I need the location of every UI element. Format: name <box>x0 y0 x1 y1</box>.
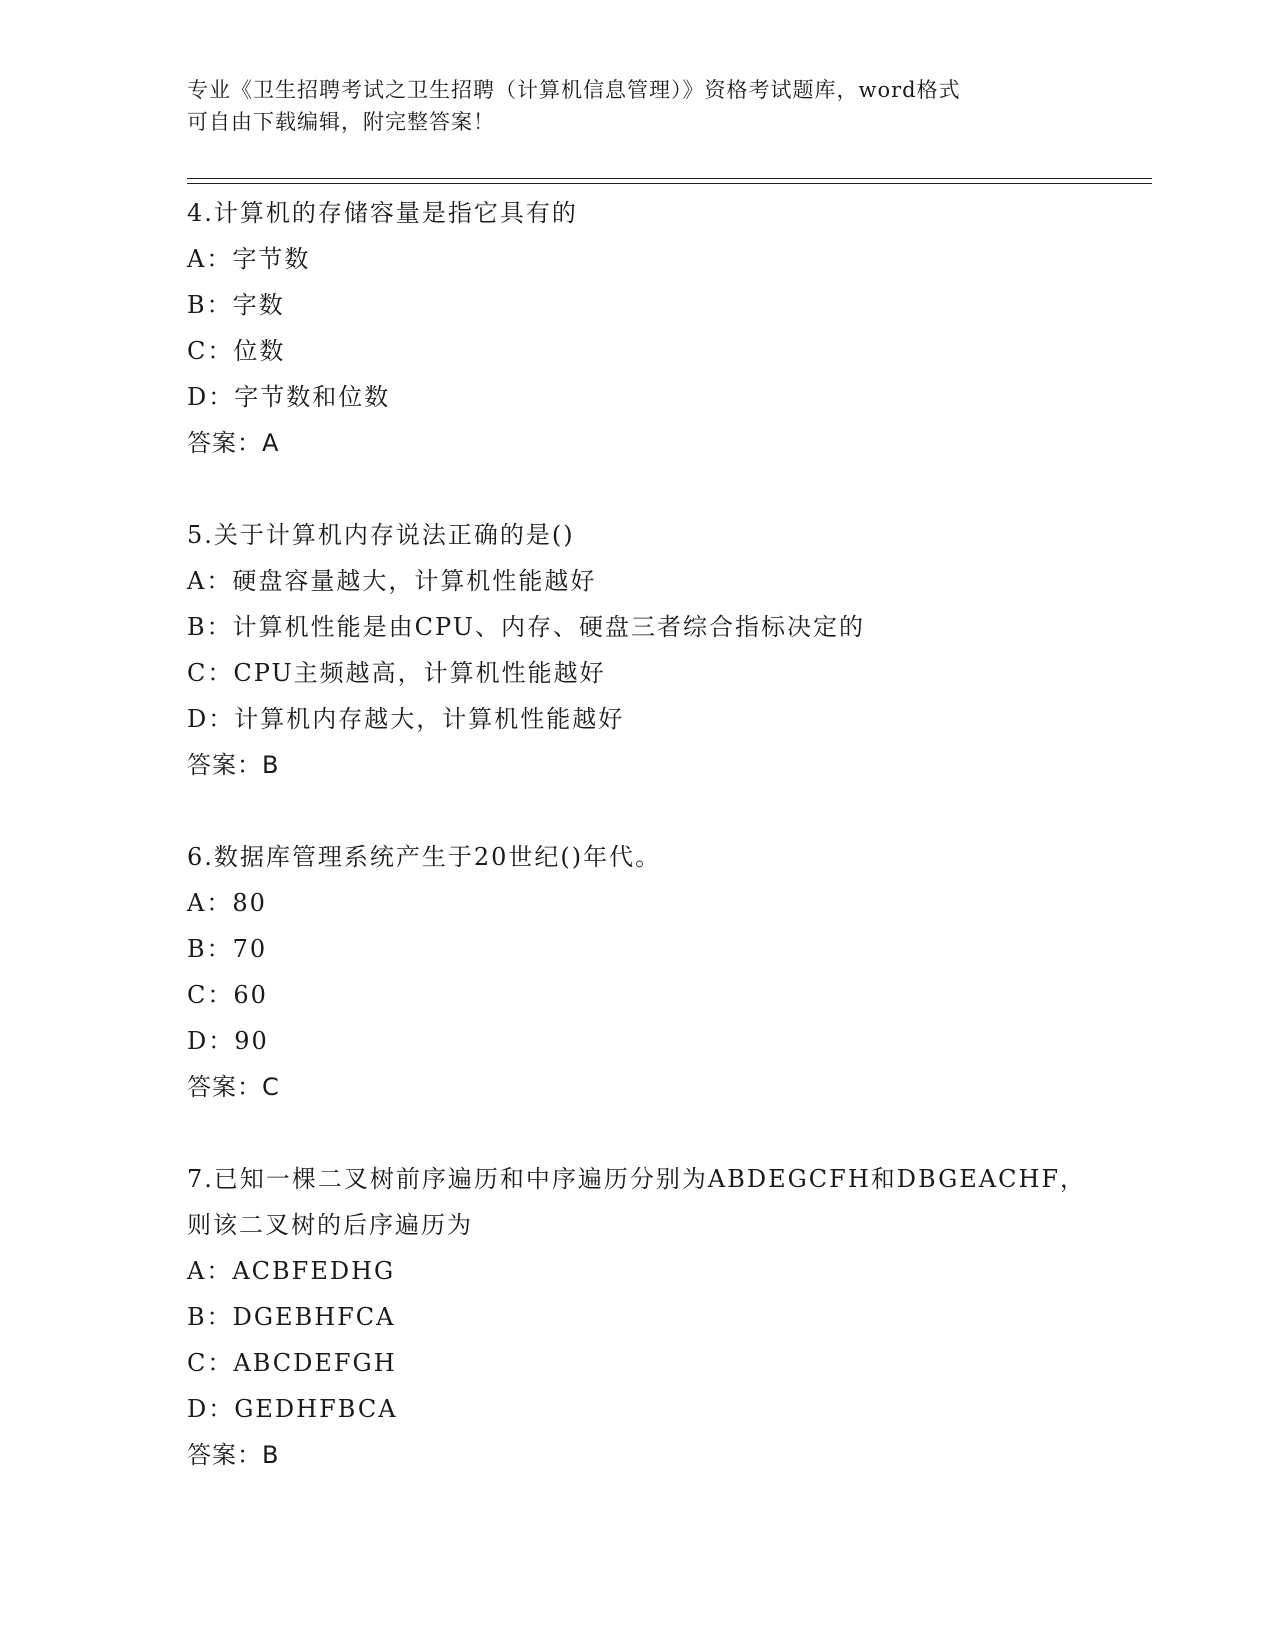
question-6 <box>187 834 1067 1110</box>
answer-text: 答案：B <box>187 1441 280 1469</box>
question-5 <box>187 512 1067 788</box>
header-divider-bottom <box>187 183 1152 184</box>
header-divider-top <box>187 178 1152 179</box>
option-c: C：60 <box>187 981 268 1009</box>
option-b: B：70 <box>187 935 268 963</box>
question-title: 4.计算机的存储容量是指它具有的 <box>187 199 578 227</box>
question-4 <box>187 190 1067 466</box>
option-b: B：DGEBHFCA <box>187 1303 396 1331</box>
question-title-line-2: 则该二叉树的后序遍历为 <box>187 1211 473 1239</box>
header-line-1: 专业《卫生招聘考试之卫生招聘（计算机信息管理）》资格考试题库，word格式 <box>187 78 961 102</box>
option-d: D：90 <box>187 1027 269 1055</box>
option-d: D：字节数和位数 <box>187 383 391 411</box>
option-c: C：位数 <box>187 337 286 365</box>
option-a: A：80 <box>187 889 267 917</box>
option-a: A：硬盘容量越大，计算机性能越好 <box>187 567 597 595</box>
option-d: D：GEDHFBCA <box>187 1395 398 1423</box>
option-a: A：字节数 <box>187 245 311 273</box>
document-header <box>187 74 1067 138</box>
option-c: C：ABCDEFGH <box>187 1349 397 1377</box>
question-title: 5.关于计算机内存说法正确的是() <box>187 521 575 549</box>
option-b: B：字数 <box>187 291 285 319</box>
option-c: C：CPU主频越高，计算机性能越好 <box>187 659 606 687</box>
header-line-2: 可自由下载编辑，附完整答案！ <box>187 110 495 134</box>
question-7 <box>187 1156 1087 1478</box>
option-a: A：ACBFEDHG <box>187 1257 396 1285</box>
option-b: B：计算机性能是由CPU、内存、硬盘三者综合指标决定的 <box>187 613 865 641</box>
question-list <box>187 190 1087 1524</box>
answer-text: 答案：C <box>187 1073 280 1101</box>
question-title: 6.数据库管理系统产生于20世纪()年代。 <box>187 843 662 871</box>
answer-text: 答案：A <box>187 429 280 457</box>
question-title-line-1: 7.已知一棵二叉树前序遍历和中序遍历分别为ABDEGCFH和DBGEACHF， <box>187 1165 1087 1193</box>
option-d: D：计算机内存越大，计算机性能越好 <box>187 705 625 733</box>
answer-text: 答案：B <box>187 751 280 779</box>
